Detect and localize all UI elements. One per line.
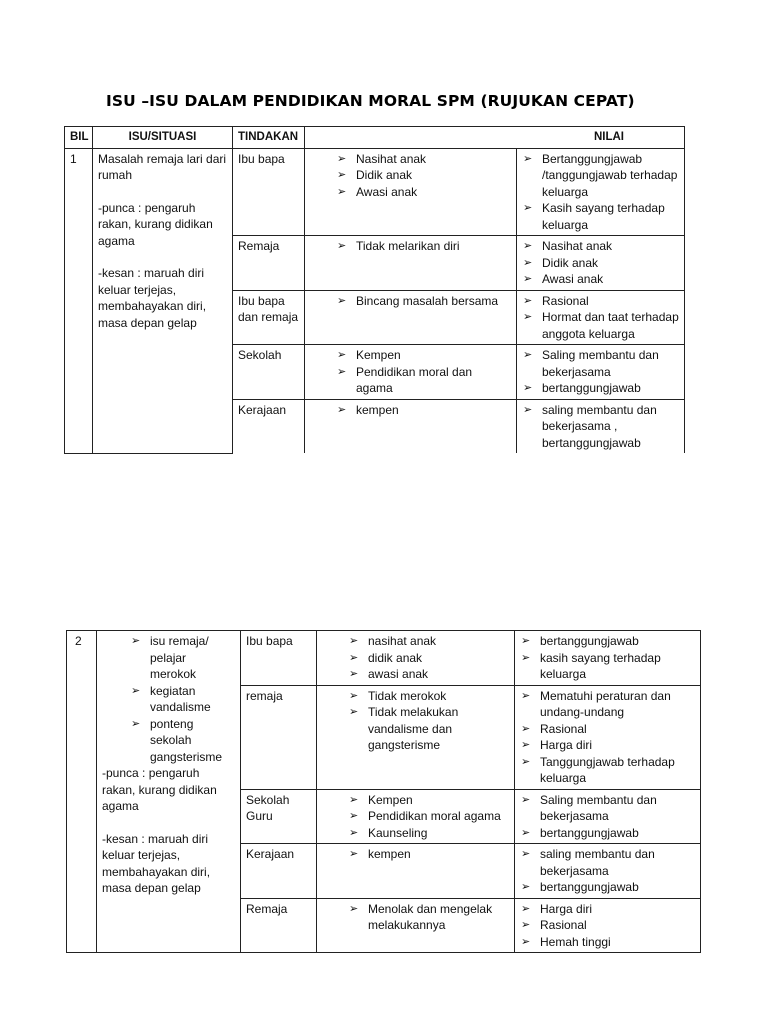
list-item: ➢ Hormat dan taat terhadap anggota keluarga	[522, 309, 679, 342]
list-item: ➢ bertanggungjawab	[520, 879, 695, 896]
tindakan-cell	[317, 898, 515, 953]
list-item: ➢ Harga diri	[520, 901, 695, 918]
list-item: ➢ saling membantu dan bekerjasama	[520, 846, 695, 879]
issue-kesan: -kesan : maruah diri keluar terjejas, membahayakan diri, masa depan gelap	[102, 831, 211, 895]
list-item: ➢ Kempen	[336, 347, 511, 364]
bil-cell: 2	[67, 631, 97, 953]
nilai-cell	[517, 290, 685, 345]
nilai-cell	[517, 236, 685, 291]
list-item: ➢ Tidak melarikan diri	[336, 238, 511, 255]
pihak-cell: Ibu bapa dan remaja	[233, 290, 305, 345]
tindakan-cell	[305, 399, 517, 453]
tindakan-cell	[305, 345, 517, 400]
header-nilai: NILAI	[305, 127, 685, 149]
list-item: ➢ kempen	[348, 846, 509, 863]
issue-kesan: -kesan : maruah diri keluar terjejas, membahayakan diri, masa depan gelap	[98, 266, 207, 330]
list-item: ➢ nasihat anak	[348, 633, 509, 650]
list-item: ➢ Rasional	[520, 721, 695, 738]
list-item: ➢ Rasional	[522, 293, 679, 310]
pihak-cell: Remaja	[241, 898, 317, 953]
header-bil: BIL	[65, 127, 93, 149]
table-row	[67, 631, 701, 686]
list-item: ➢ bertanggungjawab	[520, 825, 695, 842]
issue-punca: -punca : pengaruh rakan, kurang didikan agama	[102, 766, 217, 813]
list-item: ➢ Bincang masalah bersama	[336, 293, 511, 310]
list-item: ➢ Didik anak	[522, 255, 679, 272]
bil-cell: 1	[65, 148, 93, 453]
tindakan-cell	[317, 844, 515, 899]
pihak-cell: Kerajaan	[241, 844, 317, 899]
pihak-cell: Ibu bapa	[233, 148, 305, 236]
tindakan-cell	[305, 236, 517, 291]
tindakan-cell	[317, 789, 515, 844]
pihak-cell: Remaja	[233, 236, 305, 291]
list-item: ➢ Awasi anak	[522, 271, 679, 288]
list-item: ➢ Kaunseling	[348, 825, 509, 842]
list-item: ➢ Nasihat anak	[336, 151, 511, 168]
nilai-cell	[515, 898, 701, 953]
list-item: ➢ kempen	[336, 402, 511, 419]
pihak-cell: remaja	[241, 685, 317, 789]
list-item: ➢ bertanggungjawab	[522, 380, 679, 397]
list-item: ➢ Rasional	[520, 917, 695, 934]
tindakan-cell	[305, 290, 517, 345]
list-item: ➢ kasih sayang terhadap keluarga	[520, 650, 695, 683]
table-header-row	[65, 127, 685, 149]
issue-cell	[97, 631, 241, 953]
list-item: ➢ Saling membantu dan bekerjasama	[522, 347, 679, 380]
list-item: ➢ Mematuhi peraturan dan undang-undang	[520, 688, 695, 721]
list-item: ➢ Didik anak	[336, 167, 511, 184]
list-item: ➢ Pendidikan moral dan agama	[336, 364, 511, 397]
issue-table-1	[64, 126, 685, 454]
list-item: ➢ didik anak	[348, 650, 509, 667]
nilai-cell	[515, 844, 701, 899]
list-item: ➢ saling membantu dan bekerjasama , bertanggungjawab	[522, 402, 679, 452]
page-section-1	[64, 86, 686, 450]
issue-table-2	[66, 630, 701, 953]
tindakan-cell	[317, 685, 515, 789]
issue-title: Masalah remaja lari dari rumah	[98, 151, 227, 182]
list-item: ➢ kegiatan vandalisme	[130, 683, 235, 716]
list-item: ➢ Tidak merokok	[348, 688, 509, 705]
list-item: ➢ Nasihat anak	[522, 238, 679, 255]
list-item: ➢ ponteng sekolah gangsterisme	[130, 716, 235, 766]
list-item: ➢ isu remaja/ pelajar merokok	[130, 633, 235, 683]
nilai-cell	[515, 685, 701, 789]
list-item: ➢ Awasi anak	[336, 184, 511, 201]
list-item: ➢ Menolak dan mengelak melakukannya	[348, 901, 509, 934]
nilai-cell	[515, 789, 701, 844]
header-tindakan: TINDAKAN	[233, 127, 305, 149]
pihak-cell: Sekolah	[233, 345, 305, 400]
page-section-2	[66, 630, 702, 950]
list-item: ➢ Saling membantu dan bekerjasama	[520, 792, 695, 825]
list-item: ➢ Tidak melakukan vandalisme dan gangsterisme	[348, 704, 509, 754]
list-item: ➢ awasi anak	[348, 666, 509, 683]
nilai-cell	[517, 399, 685, 453]
issue-cell	[93, 148, 233, 453]
nilai-cell	[517, 148, 685, 236]
list-item: ➢ Bertanggungjawab /tanggungjawab terhadap keluarga	[522, 151, 679, 201]
table-row	[65, 148, 685, 236]
list-item: ➢ Kempen	[348, 792, 509, 809]
issue-punca: -punca : pengaruh rakan, kurang didikan agama	[98, 200, 213, 248]
header-isu-situasi: ISU/SITUASI	[93, 127, 233, 149]
list-item: ➢ Harga diri	[520, 737, 695, 754]
document-title: ISU –ISU DALAM PENDIDIKAN MORAL SPM (RUJUKAN CEPAT)	[106, 92, 635, 110]
tindakan-cell	[317, 631, 515, 686]
pihak-cell: Sekolah Guru	[241, 789, 317, 844]
nilai-cell	[515, 631, 701, 686]
list-item: ➢ Kasih sayang terhadap keluarga	[522, 200, 679, 233]
pihak-cell: Ibu bapa	[241, 631, 317, 686]
list-item: ➢ Hemah tinggi	[520, 934, 695, 951]
list-item: ➢ Tanggungjawab terhadap keluarga	[520, 754, 695, 787]
list-item: ➢ bertanggungjawab	[520, 633, 695, 650]
list-item: ➢ Pendidikan moral agama	[348, 808, 509, 825]
nilai-cell	[517, 345, 685, 400]
tindakan-cell	[305, 148, 517, 236]
pihak-cell: Kerajaan	[233, 399, 305, 453]
